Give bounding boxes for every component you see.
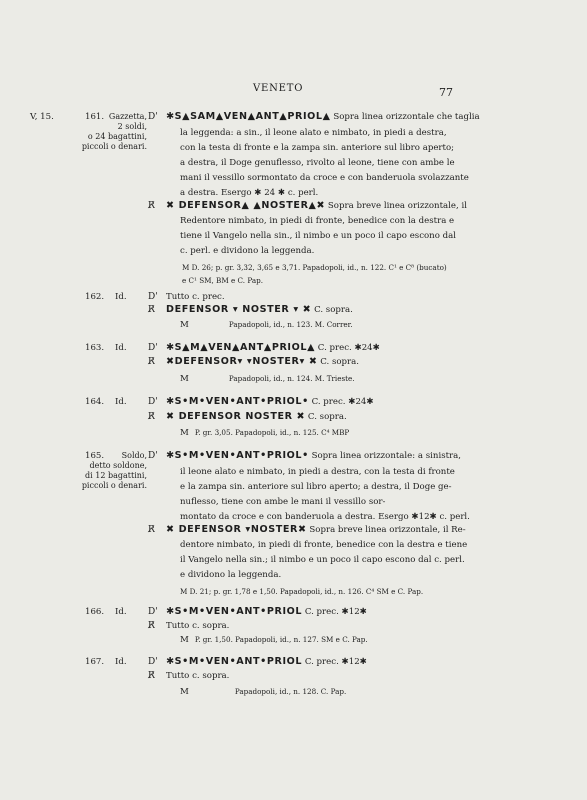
reference-note: e C¹ SM, BM e C. Pap.: [182, 276, 264, 285]
denomination: Gazzetta, 2 soldi, o 24 bagattini, piccoli o denari.: [81, 112, 147, 151]
reverse-line: c. perl. e dividono la leggenda.: [180, 246, 315, 256]
obverse-marker: D': [148, 112, 158, 122]
obverse-marker: D': [148, 292, 158, 302]
reverse-marker: R̸: [148, 305, 155, 315]
reverse-line: ✖DEFENSOR▾ ▾NOSTER▾ ✖ C. sopra.: [166, 356, 360, 367]
obverse-line: la leggenda: a sin., il leone alato e nimbato, in piedi a destra,: [180, 128, 447, 138]
reverse-marker: R̸: [148, 357, 155, 367]
reference-note: M Papadopoli, id., n. 123. M. Correr.: [180, 320, 353, 330]
entry-number: 165.: [85, 451, 105, 461]
entry-number: 164.: [85, 397, 105, 407]
obverse-marker: D': [148, 607, 158, 617]
obverse-line: ✱S▲M▲VEN▲ANT▲PRIOL▲ C. prec. ✱24✱: [166, 342, 380, 353]
reverse-text: Tutto c. sopra.: [166, 671, 230, 681]
obverse-marker: D': [148, 657, 158, 667]
reverse-line: ✖ DEFENSOR NOSTER ✖ C. sopra.: [166, 411, 347, 422]
reverse-line: tiene il Vangelo nella sin., il nimbo e un poco il capo escono dal: [180, 231, 456, 241]
reference-note: M P. gr. 3,05. Papadopoli, id., n. 125. C⁴ MBP: [180, 428, 350, 438]
denomination: Soldo, detto soldone, di 12 bagattini, piccoli o denari.: [81, 451, 147, 490]
obverse-line: e la zampa sin. anteriore sul libro aperto; a destra, il Doge ge-: [180, 482, 452, 492]
reverse-line: Redentore nimbato, in piedi di fronte, benedice con la destra e: [180, 216, 455, 226]
entry-number: 166.: [85, 607, 105, 617]
reverse-text: Tutto c. sopra.: [166, 621, 230, 631]
reverse-line: dentore nimbato, in piedi di fronte, benedice con la destra e tiene: [180, 540, 468, 550]
reverse-marker: R̸: [148, 201, 155, 211]
denomination: Id.: [115, 292, 127, 302]
obverse-text: Tutto c. prec.: [166, 292, 225, 302]
obverse-line: a destra, il Doge genuflesso, rivolto al leone, tiene con ambe le: [180, 158, 455, 168]
obverse-line: nuflesso, tiene con ambe le mani il vessillo sor-: [180, 497, 386, 507]
reverse-line: e dividono la leggenda.: [180, 570, 282, 580]
obverse-line: il leone alato e nimbato, in piedi a destra, con la testa di fronte: [180, 467, 455, 477]
reference-note: M Papadopoli, id., n. 124. M. Trieste.: [180, 374, 355, 384]
reverse-line: DEFENSOR ▾ NOSTER ▾ ✖ C. sopra.: [166, 304, 353, 315]
obverse-line: ✱S•M•VEN•ANT•PRIOL• C. prec. ✱24✱: [166, 396, 374, 407]
reverse-marker: R̸: [148, 525, 155, 535]
obverse-line: a destra. Esergo ✱ 24 ✱ c. perl.: [180, 188, 319, 198]
reverse-line: il Vangelo nella sin.; il nimbo e un poco il capo escono dal c. perl.: [180, 555, 465, 565]
reverse-line: ✖ DEFENSOR▲ ▲NOSTER▲✖ Sopra breve linea orizzontale, il: [166, 200, 467, 211]
reverse-line: ✖ DEFENSOR ▾NOSTER✖ Sopra breve linea orizzontale, il Re-: [166, 524, 466, 535]
obverse-line: ✱S•M•VEN•ANT•PRIOL• Sopra linea orizzontale: a sinistra,: [166, 450, 462, 461]
obverse-line: con la testa di fronte e la zampa sin. anteriore sul libro aperto;: [180, 143, 455, 153]
entry-number: 163.: [85, 343, 105, 353]
reference-note: M D. 21; p. gr. 1,78 e 1,50. Papadopoli, id., n. 126. C⁴ SM e C. Pap.: [180, 587, 424, 596]
reference-note: M Papadopoli, id., n. 128. C. Pap.: [180, 687, 347, 697]
entry-number: 167.: [85, 657, 105, 667]
denomination: Id.: [115, 397, 127, 407]
entry-number: 161.: [85, 112, 105, 122]
catalogue-reference: V, 15.: [30, 112, 54, 122]
obverse-line: ✱S•M•VEN•ANT•PRIOL C. prec. ✱12✱: [166, 606, 367, 617]
reference-note: M D. 26; p. gr. 3,32, 3,65 e 3,71. Papadopoli, id., n. 122. C¹ e C⁸ (bucato): [182, 263, 447, 272]
page-number: 77: [439, 86, 453, 99]
denomination: Id.: [115, 607, 127, 617]
obverse-marker: D': [148, 397, 158, 407]
obverse-line: ✱S▲SAM▲VEN▲ANT▲PRIOL▲ Sopra linea orizzontale che taglia: [166, 111, 480, 122]
obverse-marker: D': [148, 451, 158, 461]
entry-number: 162.: [85, 292, 105, 302]
denomination: Id.: [115, 343, 127, 353]
denomination: Id.: [115, 657, 127, 667]
reverse-marker: R̸: [148, 412, 155, 422]
reverse-marker: R̸: [148, 621, 155, 631]
reverse-marker: R̸: [148, 671, 155, 681]
running-header-title: VENETO: [253, 83, 304, 94]
obverse-line: ✱S•M•VEN•ANT•PRIOL C. prec. ✱12✱: [166, 656, 367, 667]
obverse-line: mani il vessillo sormontato da croce e con banderuola svolazzante: [180, 173, 469, 183]
reference-note: M P. gr. 1,50. Papadopoli, id., n. 127. SM e C. Pap.: [180, 635, 368, 645]
obverse-line: montato da croce e con banderuola a destra. Esergo ✱12✱ c. perl.: [180, 512, 470, 522]
obverse-marker: D': [148, 343, 158, 353]
